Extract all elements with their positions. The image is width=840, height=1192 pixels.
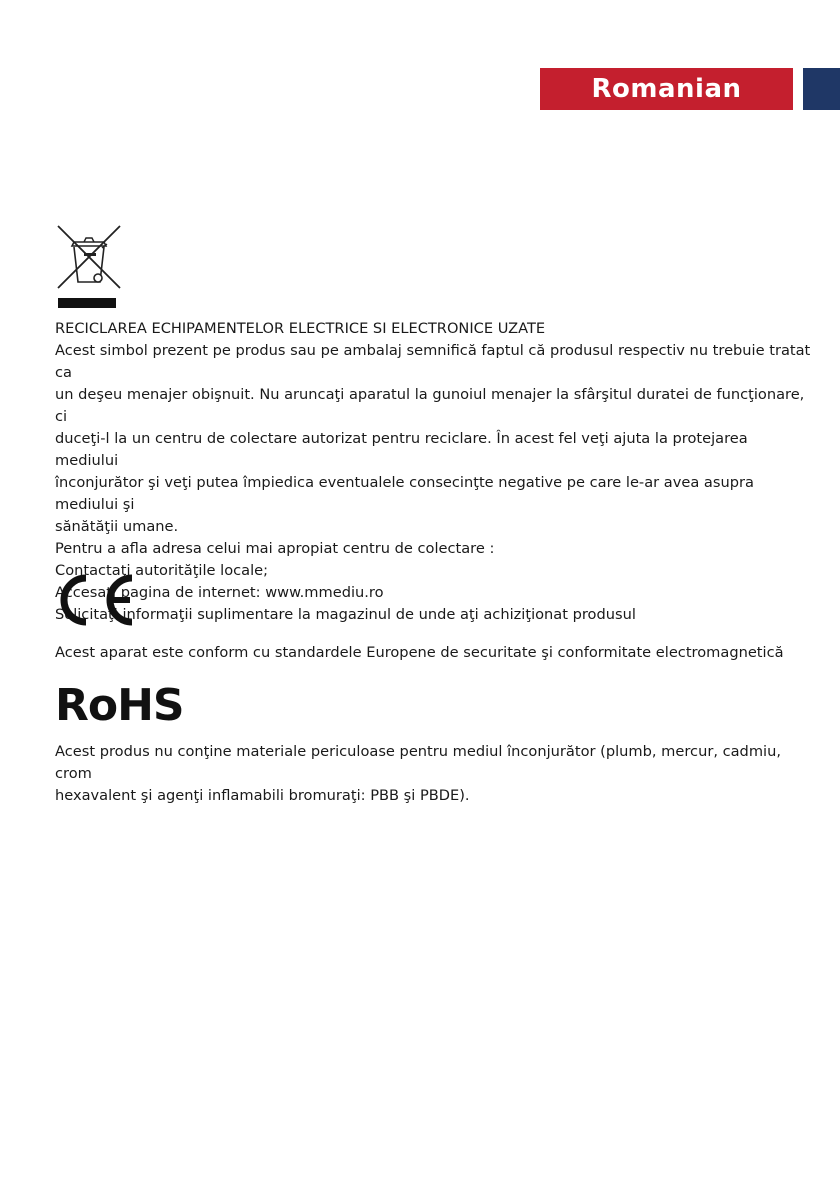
language-badge [540,68,793,110]
weee-title: RECICLAREA ECHIPAMENTELOR ELECTRICE SI ELECTRONICE UZATE [55,320,546,337]
weee-section [55,318,815,626]
crossed-out-wheelie-bin-icon [54,220,124,310]
ce-section [55,642,815,664]
weee-line: duceţi-l la un centru de colectare autorizat pentru reciclare. În acest fel veţi ajuta la protejarea mediului [55,430,748,469]
weee-line: Accesaţi pagina de internet: www.mmediu.ro [55,584,384,601]
weee-line: Acest simbol prezent pe produs sau pe ambalaj semnifică faptul că produsul respectiv nu trebuie tratat ca [55,342,811,381]
rohs-line: Acest produs nu conţine materiale periculoase pentru mediul înconjurător (plumb, mercur, cadmiu, crom [55,743,781,782]
weee-line: un deşeu menajer obişnuit. Nu aruncaţi aparatul la gunoiul menajer la sfârşitul duratei de funcţionare, ci [55,386,805,425]
weee-line: sănătăţii umane. [55,518,179,535]
rohs-logo: RoHS [55,680,184,731]
rohs-line: hexavalent şi agenţi inflamabili bromuraţi: PBB şi PBDE). [55,787,470,804]
rohs-section [55,741,815,807]
ce-mark-icon [52,572,138,628]
ce-text: Acest aparat este conform cu standardele Europene de securitate şi conformitate electromagnetică [55,644,784,661]
language-label: Romanian [591,74,742,104]
weee-line: Pentru a afla adresa celui mai apropiat centru de colectare : [55,540,495,557]
section-tab-marker [803,68,840,110]
weee-line: Solicitaţi informaţii suplimentare la magazinul de unde aţi achiziţionat produsul [55,606,636,623]
weee-line: înconjurător şi veţi putea împiedica eventualele consecinţte negative pe care le-ar avea asupra mediului şi [55,474,754,513]
weee-line: Contactaţi autorităţile locale; [55,562,269,579]
